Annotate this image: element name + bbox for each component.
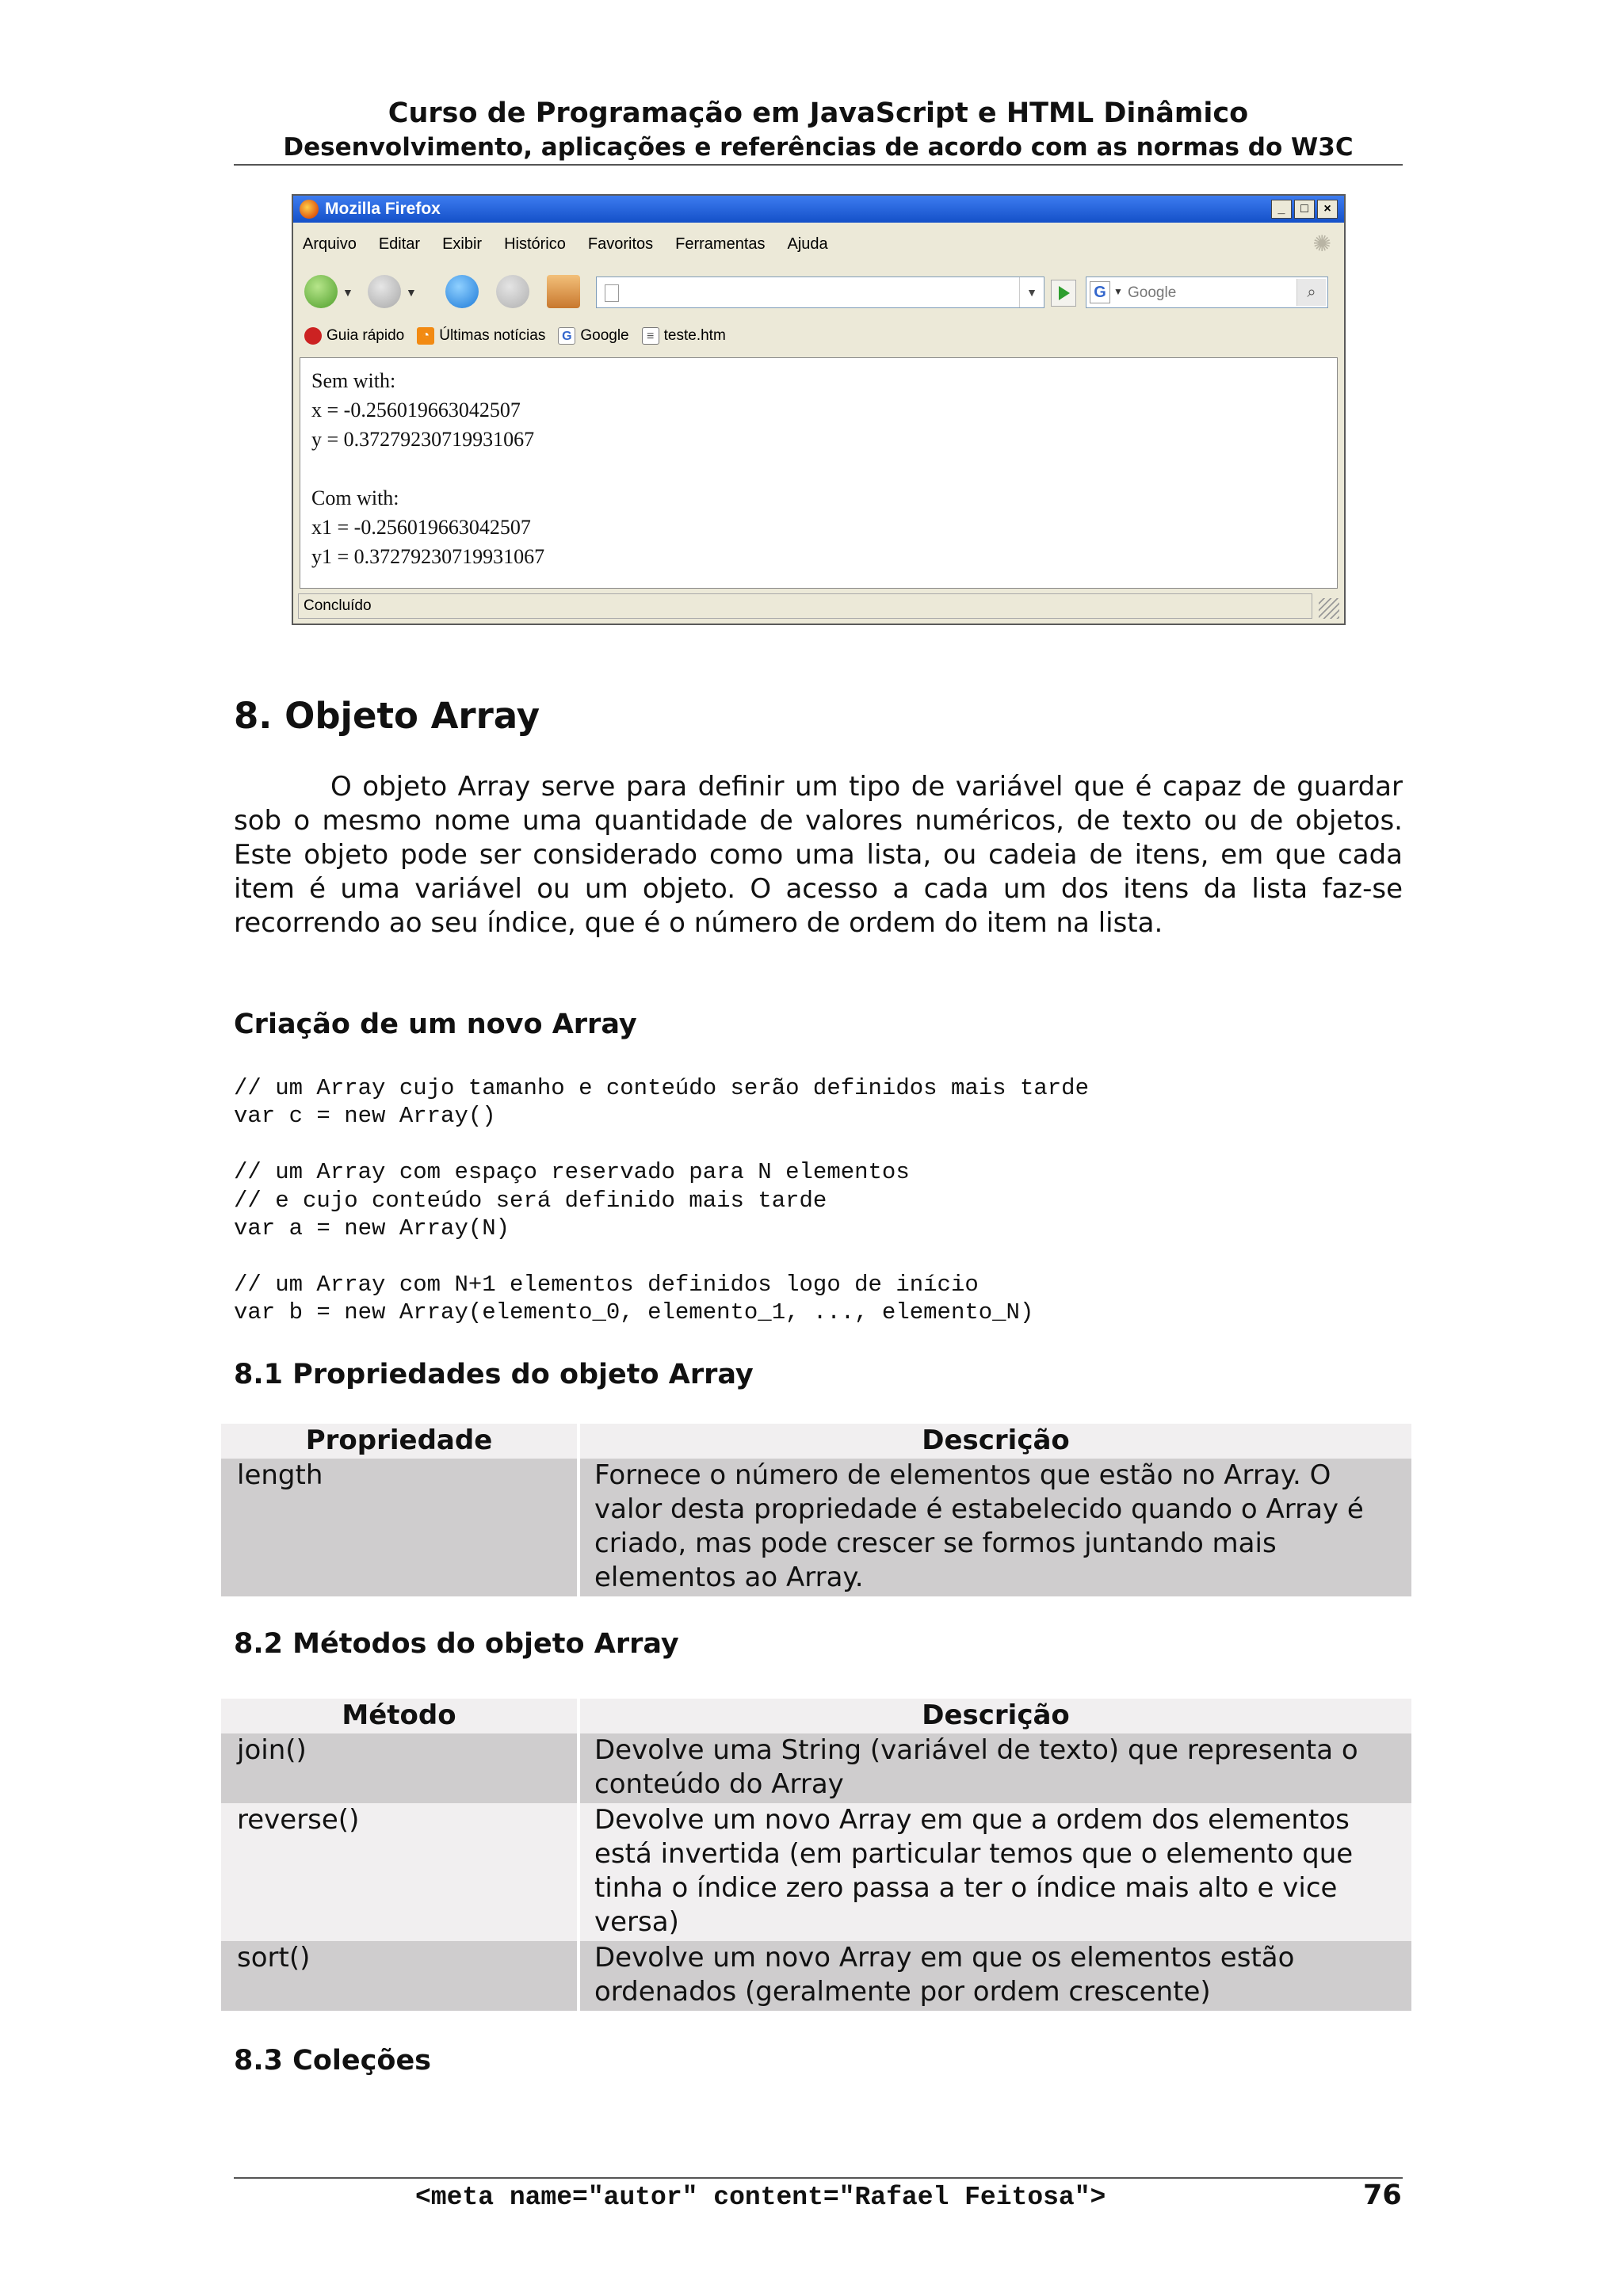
column-header: Descrição: [580, 1424, 1411, 1459]
address-dropdown-icon[interactable]: ▼: [1019, 277, 1044, 307]
document-icon: ≡: [642, 327, 659, 345]
section-title: 8. Objeto Array: [234, 695, 540, 737]
bookmark-guia-rapido[interactable]: Guia rápido: [304, 327, 404, 345]
bookmark-ultimas-noticias[interactable]: ◔ Últimas notícias: [417, 327, 545, 345]
forward-icon[interactable]: [368, 275, 401, 308]
section-paragraph: O objeto Array serve para definir um tipo de variável que é capaz de guardar sob o mesmo nome uma quantidade de valores numéricos, de texto ou de objetos. Este objeto pode ser considerado como uma lista, ou cadeia de itens, em que cada item é uma variável ou um objeto. O acesso a cada um dos itens da lista faz-se recorrendo ao seu índice, que é o número de ordem do item na lista.: [234, 771, 1403, 939]
output-line: Sem with:: [311, 369, 396, 392]
menu-arquivo[interactable]: Arquivo: [303, 235, 357, 253]
output-line: x1 = -0.256019663042507: [311, 516, 531, 539]
menu-editar[interactable]: Editar: [378, 235, 421, 253]
rss-icon: ◔: [417, 327, 434, 345]
browser-content: [300, 357, 1338, 589]
search-box[interactable]: [1086, 277, 1328, 308]
document-title: Curso de Programação em JavaScript e HTML Dinâmico: [388, 97, 1249, 129]
column-header: Método: [221, 1699, 577, 1733]
method-name: join(): [221, 1733, 577, 1803]
method-name: reverse(): [221, 1803, 577, 1941]
navigation-toolbar: [293, 269, 1344, 316]
table-row: [221, 1733, 1411, 1803]
methods-table: [218, 1699, 1415, 2011]
properties-title: 8.1 Propriedades do objeto Array: [234, 1359, 754, 1390]
creation-title: Criação de um novo Array: [234, 1009, 637, 1040]
collections-title: 8.3 Coleções: [234, 2045, 432, 2077]
search-placeholder: Google: [1128, 284, 1177, 301]
properties-table: [218, 1424, 1415, 1596]
stop-icon[interactable]: [496, 275, 529, 308]
close-icon[interactable]: ×: [1317, 200, 1338, 219]
go-button[interactable]: [1051, 280, 1076, 307]
reload-icon[interactable]: [445, 275, 479, 308]
output-line: [311, 454, 1337, 483]
menu-ferramentas[interactable]: Ferramentas: [675, 235, 766, 253]
method-name: sort(): [221, 1941, 577, 2011]
firefox-window-screenshot: [292, 194, 1346, 625]
code-block: // um Array cujo tamanho e conteúdo serão definidos mais tarde var c = new Array() // um Array com espaço reservado para N elementos // e cujo conteúdo será definido mais tarde var a = new Array(N) // um Array com N+1 elementos definidos logo de início var b = new Array(elemento_0, elemento_1, ..., elemento_N): [234, 1075, 1089, 1326]
address-bar[interactable]: [596, 277, 1044, 308]
search-icon[interactable]: ⌕: [1296, 279, 1326, 306]
menu-historico[interactable]: Histórico: [504, 235, 566, 253]
status-bar: Concluído: [298, 593, 1312, 619]
method-description: Devolve uma String (variável de texto) que representa o conteúdo do Array: [580, 1733, 1411, 1803]
google-engine-icon[interactable]: G: [1090, 281, 1110, 303]
throbber-icon: ✺: [1312, 231, 1331, 256]
menu-bar: [303, 235, 828, 254]
resize-grip-icon[interactable]: [1319, 598, 1339, 619]
method-description: Devolve um novo Array em que os elementos estão ordenados (geralmente por ordem crescente): [580, 1941, 1411, 2011]
back-dropdown-icon[interactable]: ▼: [342, 286, 353, 299]
window-title: Mozilla Firefox: [325, 200, 441, 218]
output-line: y = 0.37279230719931067: [311, 428, 535, 451]
table-row: [221, 1941, 1411, 2011]
header-divider: [234, 164, 1403, 166]
google-icon: G: [558, 327, 575, 345]
bookmark-teste[interactable]: ≡ teste.htm: [642, 327, 726, 345]
table-row: [221, 1803, 1411, 1941]
output-line: x = -0.256019663042507: [311, 399, 521, 421]
menu-exibir[interactable]: Exibir: [442, 235, 483, 253]
column-header: Propriedade: [221, 1424, 577, 1459]
method-description: Devolve um novo Array em que a ordem dos elementos está invertida (em particular temos que o elemento que tinha o índice zero passa a ter o índice mais alto e vice versa): [580, 1803, 1411, 1941]
document-subtitle: Desenvolvimento, aplicações e referências de acordo com as normas do W3C: [283, 133, 1354, 162]
footer-meta: <meta name="autor" content="Rafael Feitosa">: [415, 2183, 1106, 2212]
menu-favoritos[interactable]: Favoritos: [587, 235, 654, 253]
window-controls: [1271, 200, 1338, 219]
firefox-logo-icon: [300, 200, 319, 219]
page-number: 76: [1363, 2180, 1402, 2211]
menu-ajuda[interactable]: Ajuda: [787, 235, 828, 253]
methods-title: 8.2 Métodos do objeto Array: [234, 1628, 679, 1660]
forward-dropdown-icon[interactable]: ▼: [406, 286, 417, 299]
table-row: [221, 1459, 1411, 1596]
engine-dropdown-icon[interactable]: ▼: [1113, 286, 1123, 297]
page-header: [234, 95, 1403, 163]
window-title-bar: [293, 196, 1344, 223]
bookmark-google[interactable]: G Google: [558, 327, 628, 345]
output-line: Com with:: [311, 486, 399, 509]
minimize-icon[interactable]: _: [1271, 200, 1292, 219]
property-name: length: [221, 1459, 577, 1596]
output-line: y1 = 0.37279230719931067: [311, 545, 545, 568]
back-icon[interactable]: [304, 275, 338, 308]
page-icon: [605, 284, 619, 302]
maximize-icon[interactable]: □: [1294, 200, 1315, 219]
footer-divider: [234, 2177, 1403, 2179]
property-description: Fornece o número de elementos que estão no Array. O valor desta propriedade é estabelecido quando o Array é criado, mas pode crescer se formos juntando mais elementos ao Array.: [580, 1459, 1411, 1596]
column-header: Descrição: [580, 1699, 1411, 1733]
redhat-icon: [304, 327, 322, 345]
home-icon[interactable]: [547, 275, 580, 308]
bookmarks-toolbar: [304, 327, 726, 345]
